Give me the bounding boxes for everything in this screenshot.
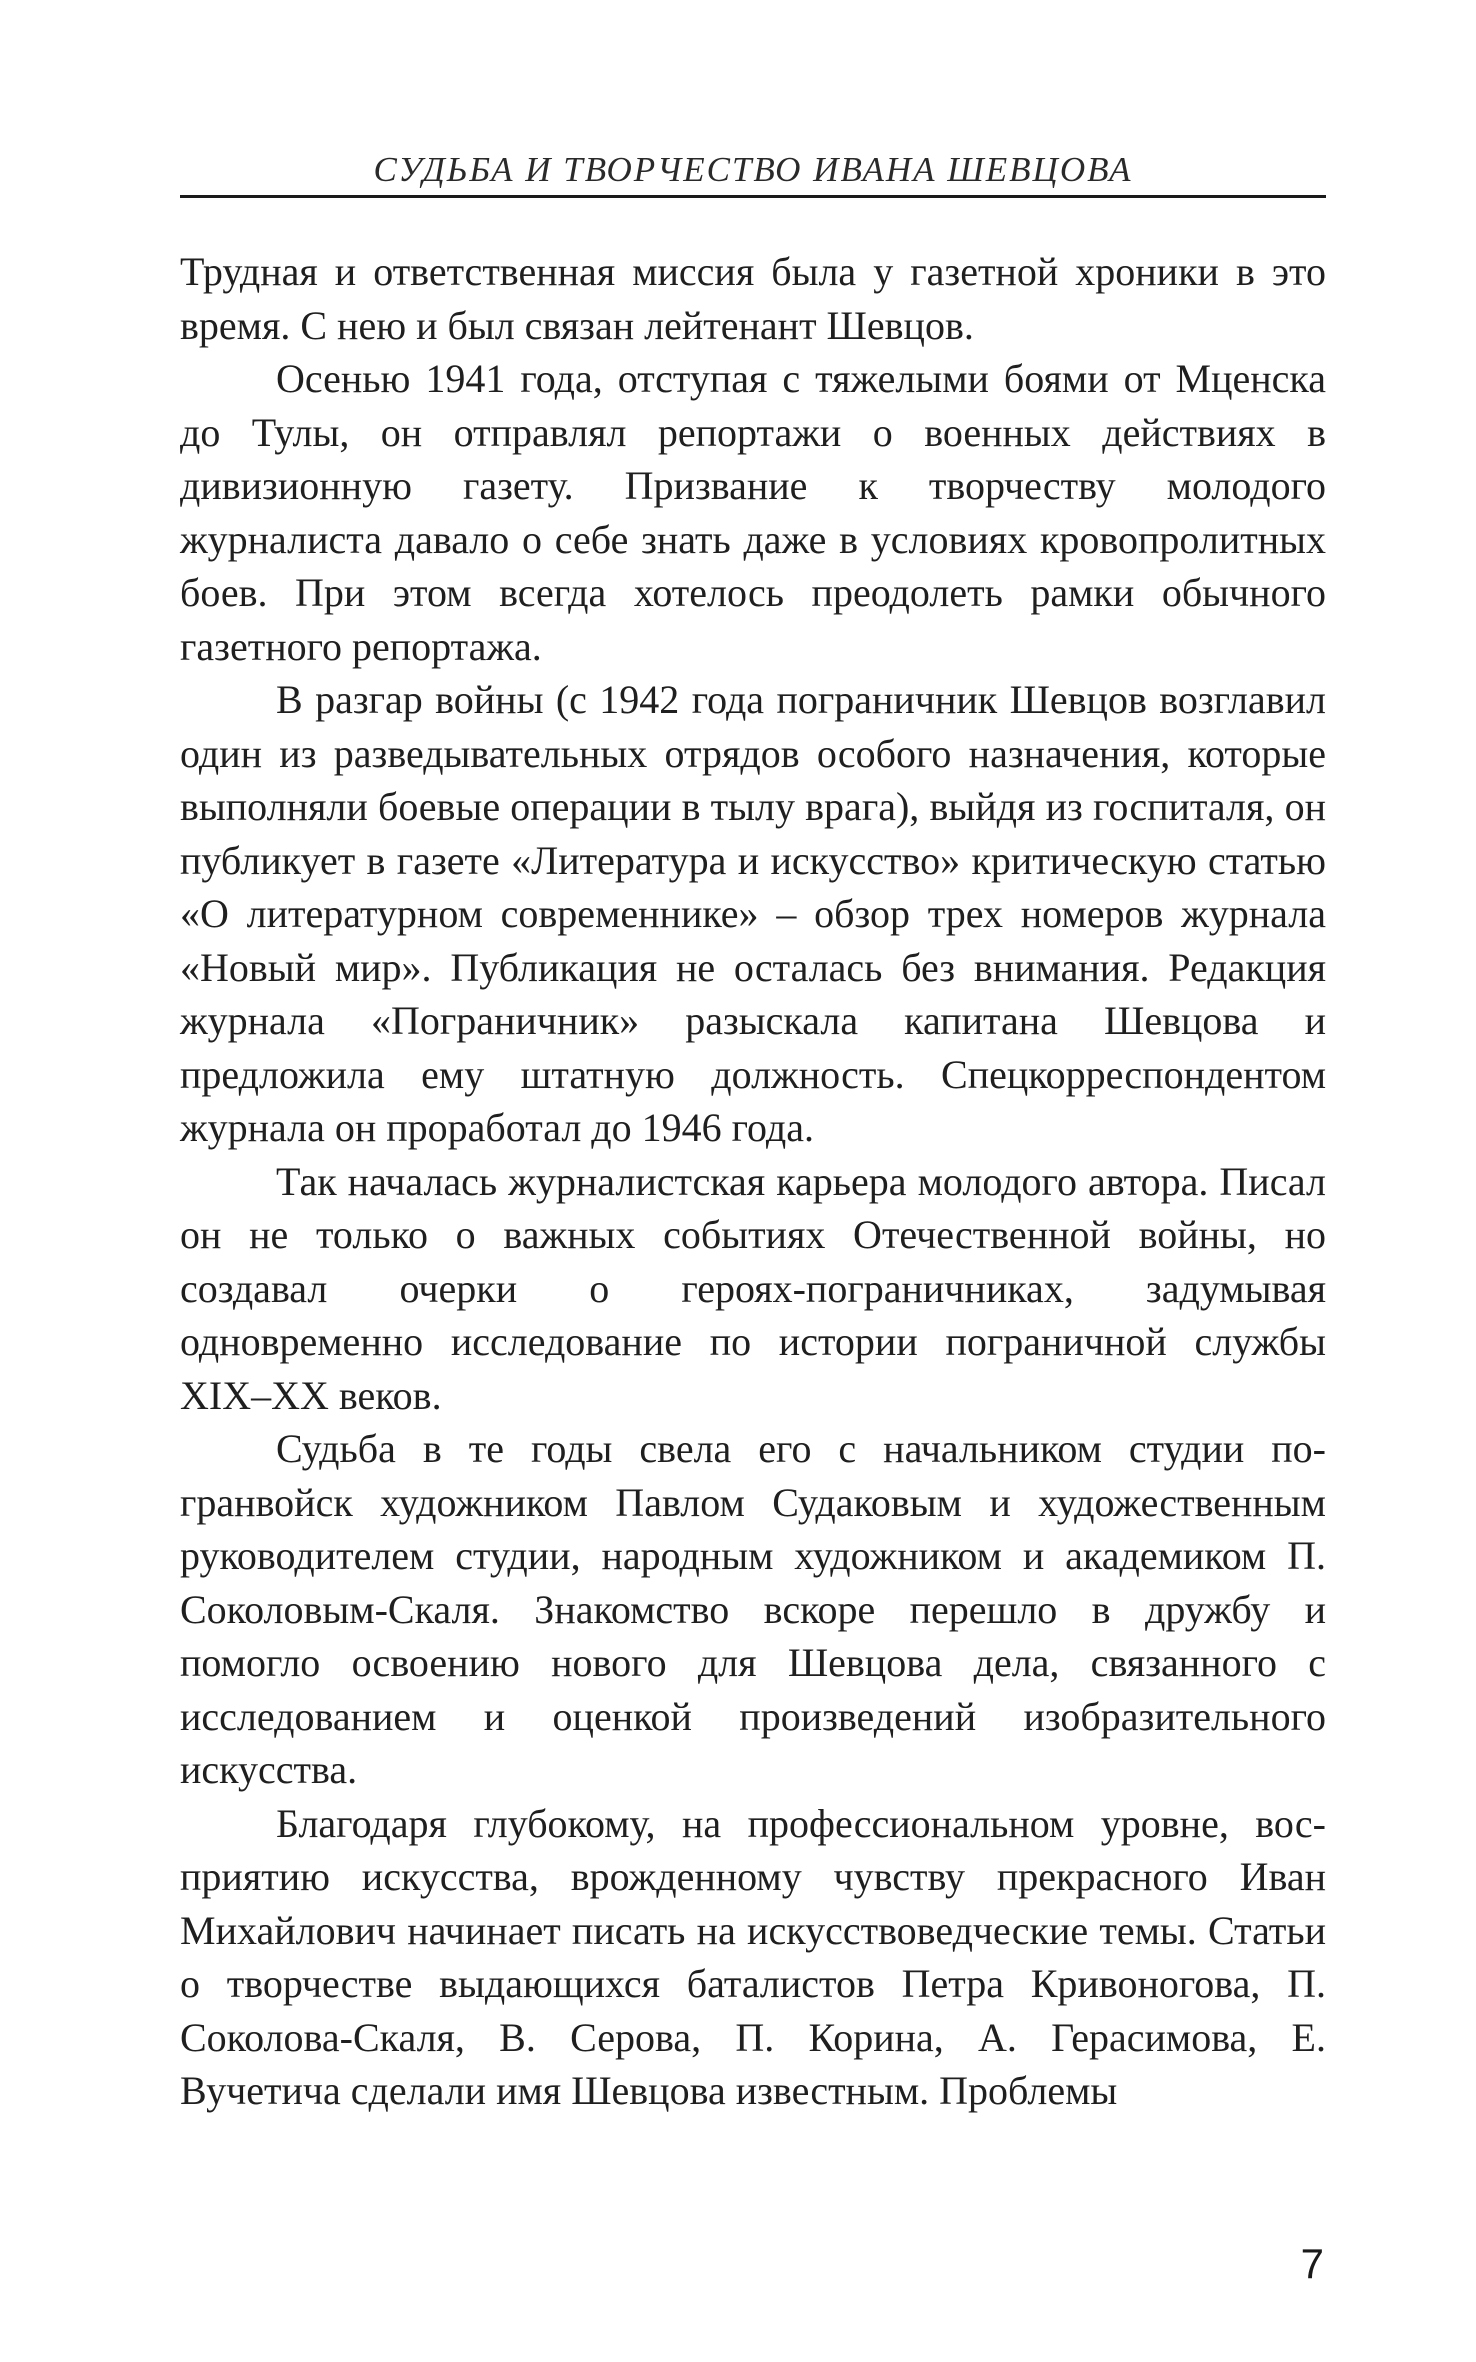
paragraph-2: Осенью 1941 года, отступая с тяжелыми боями от Мценска до Тулы, он отправлял репортажи о военных действиях в дивизионную газету. Призвание к творчеству молодого журналиста давало о себе знать даже в условиях кровопролитных боев. При этом всегда хотелось преодолеть рамки обычного газетного репортажа. xyxy=(180,356,1326,669)
paragraph-6: Благодаря глубокому, на профессиональном уровне, восприятию искусства, врожденному чувству прекрасного Иван Михайлович начинает писать на искусствоведческие темы. Статьи о творчестве выдающихся баталистов Петра Кривоногова, П. Соколова-Скаля, В. Серова, П. Корина, А. Герасимова, Е. Вучетича сделали имя Шевцова известным. Проблемы xyxy=(180,1800,1326,2113)
paragraph-5: Судьба в те годы свела его с начальником студии погранвойск художником Павлом Судаковым и художественным руководителем студии, народным художником и академиком П. Соколовым-Скаля. Знакомство вскоре перешло в дружбу и помогло освоению нового для Шевцова дела, связанного с исследованием и оценкой произведений изобразительного искусства. xyxy=(180,1426,1326,1792)
running-head: СУДЬБА И ТВОРЧЕСТВО ИВАНА ШЕВЦОВА xyxy=(373,150,1133,189)
paragraph-3: В разгар войны (с 1942 года пограничник Шевцов возглавил один из разведывательных отрядов особого назначения, которые выполняли боевые операции в тылу врага), выйдя из госпиталя, он публикует в газете «Литература и искусство» критическую статью «О литературном современнике» – обзор трех номеров журнала «Новый мир». Публикация не осталась без внимания. Редакция журнала «Пограничник» разыскала капитана Шевцова и предложила ему штатную должность. Спецкорреспондентом журнала он проработал до 1946 года. xyxy=(180,677,1326,1150)
page-number: 7 xyxy=(1300,2240,1324,2287)
body-text xyxy=(180,245,1326,2118)
paragraph-4: Так началась журналистская карьера молодого автора. Писал он не только о важных событиях Отечественной войны, но создавал очерки о героях-пограничниках, задумывая одновременно исследование по истории пограничной службы XIX–XX веков. xyxy=(180,1158,1326,1418)
paragraph-1: Трудная и ответственная миссия была у газетной хроники в это время. С нею и был связан лейтенант Шевцов. xyxy=(180,249,1326,348)
header-rule xyxy=(180,195,1326,198)
